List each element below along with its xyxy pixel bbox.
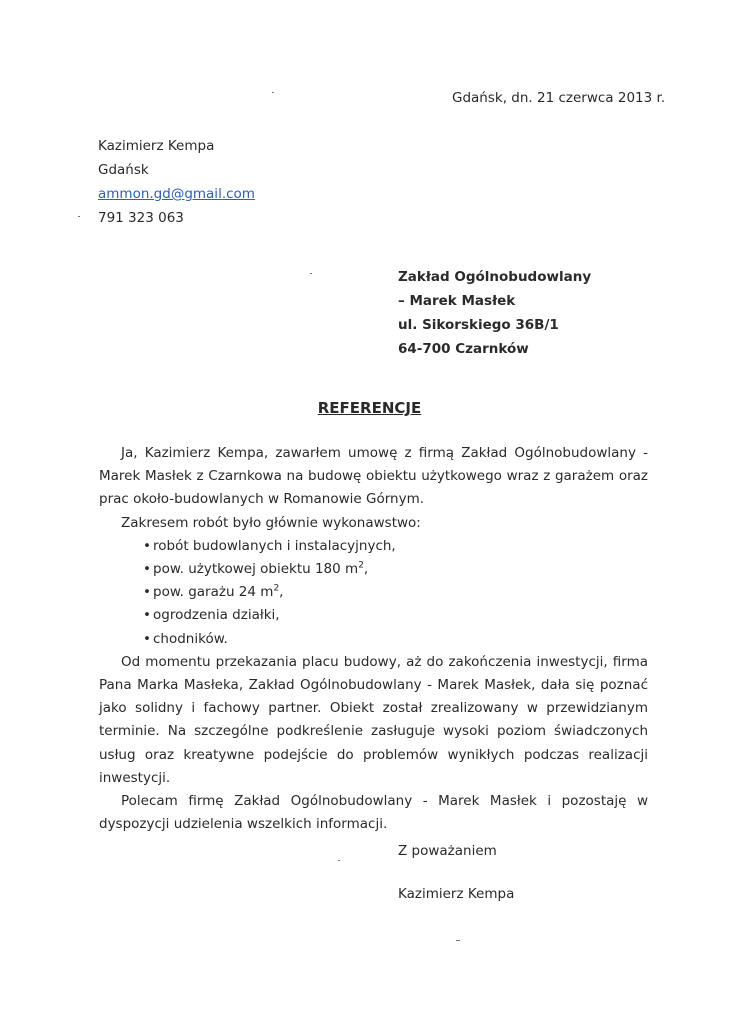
bullet-icon: • — [143, 607, 151, 624]
list-item: • pow. użytkowej obiektu 180 $m^2$, — [153, 558, 648, 581]
recipient-line-1: Zakład Ogólnobudowlany — [398, 269, 592, 285]
signature-name: Kazimierz Kempa — [398, 886, 515, 902]
list-item: • chodników. — [153, 628, 648, 651]
bullet-icon: • — [143, 630, 151, 647]
scan-speck — [456, 940, 460, 941]
paragraph-3: Od momentu przekazania placu budowy, aż do zakończenia inwestycji, firma Pana Marka Masłeka, Zakład Ogólnobudowlany - Marek Masłek, dała się poznać jako solidny i fachowy partner. Obiekt został zrealizowany w przewidzianym terminie. Na szczególne podkreślenie zasługuje wysoki poziom świadczonych usług oraz kreatywne podejście do problemów wynikłych podczas realizacji inwestycji. — [99, 653, 648, 786]
paragraph-2: Zakresem robót było głównie wykonawstwo: — [121, 514, 421, 531]
bullet-icon: • — [143, 584, 151, 601]
scan-speck — [310, 273, 312, 274]
bullet-icon: • — [143, 561, 151, 578]
sender-city: Gdańsk — [98, 162, 149, 178]
letter-date: Gdańsk, dn. 21 czerwca 2013 r. — [452, 90, 666, 106]
recipient-line-3: ul. Sikorskiego 36B/1 — [398, 317, 559, 333]
closing-phrase: Z poważaniem — [398, 843, 497, 859]
recipient-block — [398, 265, 591, 361]
scan-speck — [78, 216, 80, 217]
list-item: • ogrodzenia działki, — [153, 604, 648, 627]
list-item: • pow. garażu 24 $m^2$, — [153, 581, 648, 604]
sender-phone: 791 323 063 — [98, 210, 184, 226]
bullet-icon: • — [143, 537, 151, 554]
paragraph-1: Ja, Kazimierz Kempa, zawarłem umowę z firmą Zakład Ogólnobudowlany - Marek Masłek z Czarnkowa na budowę obiektu użytkowego wraz z garażem oraz prac około-budowlanych w Romanowie Górnym. — [99, 445, 648, 508]
letter-body — [99, 442, 648, 836]
scan-speck — [338, 860, 340, 861]
sender-name: Kazimierz Kempa — [98, 138, 215, 154]
recipient-line-4: 64-700 Czarnków — [398, 341, 529, 357]
scope-list — [99, 535, 648, 651]
sender-block — [98, 134, 255, 230]
list-item: • robót budowlanych i instalacyjnych, — [153, 535, 648, 558]
paragraph-4: Polecam firmę Zakład Ogólnobudowlany - Marek Masłek i pozostaję w dyspozycji udzielenia wszelkich informacji. — [99, 793, 648, 833]
scan-speck — [272, 92, 274, 93]
document-title: REFERENCJE — [317, 399, 422, 417]
sender-email-link[interactable]: ammon.gd@gmail.com — [98, 186, 255, 202]
recipient-line-2: – Marek Masłek — [398, 293, 516, 309]
